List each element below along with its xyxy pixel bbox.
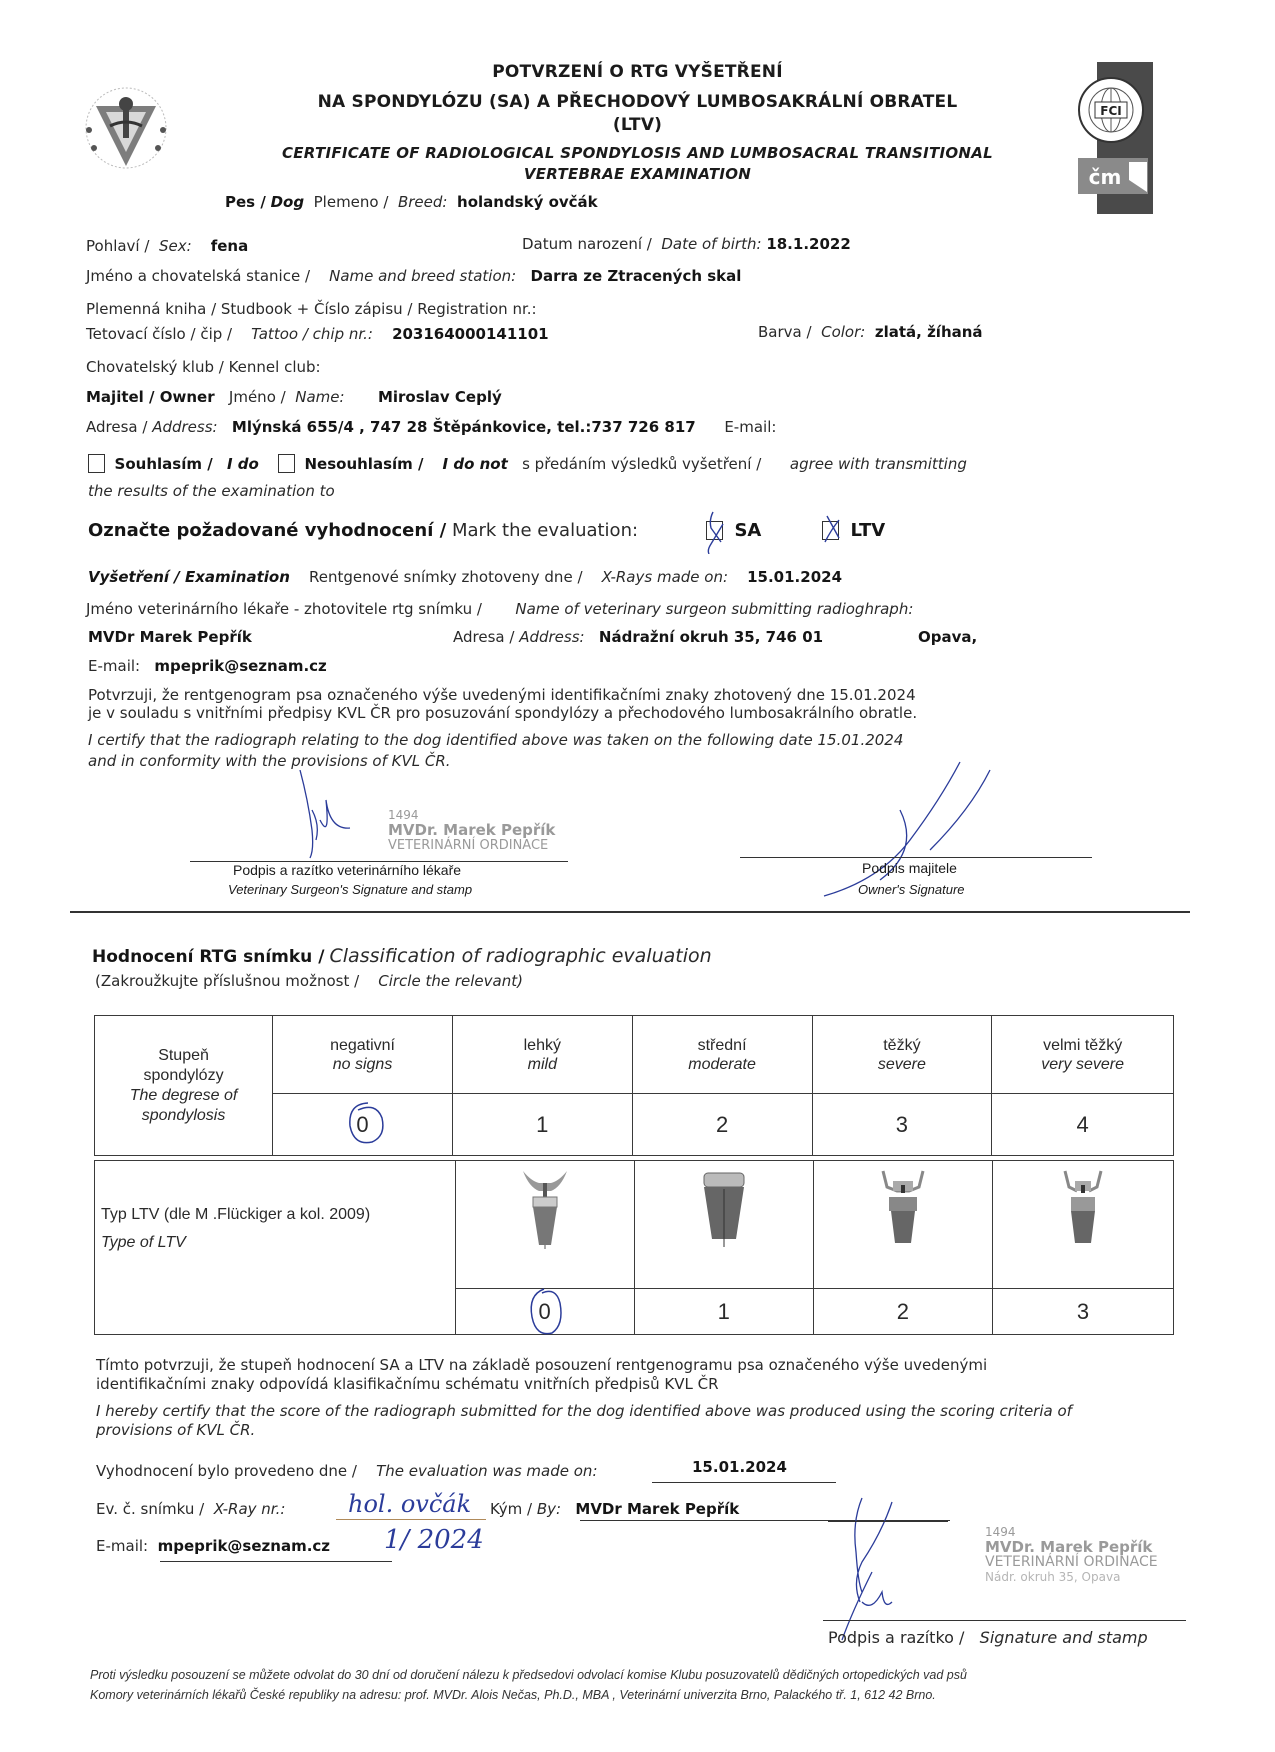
owner-signature-scribble-icon [820,760,1000,900]
evaluation-date-row [96,1462,598,1480]
dog-name-value: Darra ze Ztracených skal [530,267,742,285]
by-label-cz: Kým / [490,1500,533,1518]
xray-nr-line [336,1519,486,1520]
studbook-label: Plemenná kniha / Studbook + Číslo zápisu / Registration nr.: [86,300,537,318]
vet-email-label: E-mail: [88,657,141,675]
owner-signature-line [740,857,1092,858]
stamp-address: Nádr. okruh 35, Opava [985,1570,1121,1584]
color-label-en: Color: [821,323,866,341]
eval-option-ltv[interactable] [822,520,885,541]
ltv-row-header [95,1161,456,1335]
signature-stamp-label-cz: Podpis a razítko / [828,1628,965,1647]
grade-en: no signs [332,1055,393,1073]
dog-name-label-cz: Jméno a chovatelská stanice / [86,267,311,285]
chip-label-cz: Tetovací číslo / čip / [86,325,233,343]
eval-email-row [96,1537,330,1555]
disagree-label-cz: Nesouhlasím / [304,455,424,473]
grade-en: very severe [1041,1055,1124,1073]
grade-cz: těžký [883,1036,921,1054]
ltv-row-header-en: Type of LTV [101,1234,186,1251]
circled-value [538,1299,550,1325]
eval-option-sa[interactable] [706,520,761,541]
dog-breed-row [225,193,598,211]
dob-row [522,235,851,253]
consent-text-en-2: the results of the examination to [88,482,335,500]
kennel-club-label: Chovatelský klub / Kennel club: [86,358,321,376]
stamp-number: 1494 [388,808,419,822]
final-cert-en-line2: provisions of KVL ČR. [96,1421,256,1439]
evaluation-date-value: 15.01.2024 [692,1458,787,1476]
mark-evaluation-label-cz: Označte požadované vyhodnocení / [88,520,447,541]
pen-circle-icon [524,1287,568,1337]
certification-en-line2: and in conformity with the provisions of KVL ČR. [88,752,451,770]
sa-grade-header-3 [812,1016,992,1094]
by-row [490,1500,739,1518]
final-cert-en-line1: I hereby certify that the score of the radiograph submitted for the dog identified above was produced using the scoring criteria of [96,1402,1072,1420]
logo-fci-cmku [1073,62,1153,214]
sa-grade-value-4[interactable]: 4 [992,1094,1174,1156]
footer-line1: Proti výsledku posouzení se můžete odvolat do 30 dní od doručení nálezu k předsedovi odvolací komise Klubu posuzovatelů dědičných ortopedických vad psů [90,1668,967,1682]
grade-value: 0 [356,1111,369,1137]
dog-label-cz: Pes / [225,193,266,211]
ltv-type-0-vertebra-icon [515,1169,575,1249]
owner-email-label: E-mail: [724,418,777,436]
xray-nr-label-en: X-Ray nr.: [213,1500,286,1518]
ltv-type-table [94,1160,1174,1335]
ltv-type-0-image [455,1161,634,1289]
examination-row [88,568,842,586]
sex-row [86,237,248,255]
final-cert-cz-line2: identifikačními znaky odpovídá klasifikačnímu schématu vnitřních předpisů KVL ČR [96,1375,719,1393]
classification-title-en: Classification of radiographic evaluation [329,945,712,967]
sa-label: SA [734,520,762,541]
disagree-label-en: I do not [442,455,508,473]
classification-subtitle-cz: (Zakroužkujte příslušnou možnost / [95,972,360,990]
ltv-type-1-image [634,1161,813,1289]
agree-checkbox[interactable] [88,454,105,473]
ltv-type-2-image [813,1161,992,1289]
sa-checkbox[interactable] [706,521,723,540]
section-divider [70,911,1190,913]
title-cz-line2: NA SPONDYLÓZU (SA) A PŘECHODOVÝ LUMBOSAKRÁLNÍ OBRATEL [317,92,958,112]
circled-value [356,1112,368,1138]
by-label-en: By: [536,1500,562,1518]
consent-text-cz: s předáním výsledků vyšetření / [522,455,762,473]
classification-subtitle-row [95,972,523,990]
final-cert-cz-line1: Tímto potvrzuji, že stupeň hodnocení SA a LTV na základě posouzení rentgenogramu psa označeného výše uvedenými [96,1356,988,1374]
sa-grade-value-0[interactable] [273,1094,453,1156]
sa-row-header-en-1: The degrese of [129,1086,238,1104]
by-value: MVDr Marek Pepřík [575,1500,740,1518]
evaluation-date-label-en: The evaluation was made on: [376,1462,598,1480]
classification-title-row [92,945,712,967]
sa-row-header-en-2: spondylosis [141,1106,226,1124]
xray-nr-handwritten-2: 1/ 2024 [384,1525,484,1555]
owner-signature-label-cz: Podpis majitele [862,860,957,876]
stamp-vet-name: MVDr. Marek Pepřík [388,821,556,839]
pen-cross-mark-icon [817,510,847,550]
spondylosis-grade-table [94,1015,1174,1156]
eval-email-value: mpeprik@seznam.cz [157,1537,331,1555]
disagree-checkbox[interactable] [278,454,295,473]
color-value: zlatá, žíhaná [874,323,983,341]
sa-row-header [95,1016,273,1156]
owner-row [86,388,502,406]
stamp-clinic: VETERINÁRNÍ ORDINACE [985,1554,1158,1570]
vet-address-label-en: Address: [519,628,585,646]
footer-line2: Komory veterinárních lékařů České republiky na adresu: prof. MVDr. Alois Nečas, Ph.D., MBA , Veterinární univerzita Brno, Palackého tř. 1, 612 42 Brno. [90,1688,936,1702]
sa-grade-value-2[interactable]: 2 [632,1094,812,1156]
agree-label-en: I do [227,455,259,473]
owner-address-label-cz: Adresa / [86,418,148,436]
ltv-type-value-2[interactable]: 2 [813,1289,992,1335]
vet-name-value: MVDr Marek Pepřík [88,628,252,646]
vet-address-row [453,628,823,646]
dob-value: 18.1.2022 [766,235,851,253]
classification-title-cz: Hodnocení RTG snímku / [92,947,325,967]
xray-date-value: 15.01.2024 [747,568,843,586]
signature-stamp-row [828,1628,1148,1647]
dob-label-en: Date of birth: [661,235,762,253]
grade-en: severe [877,1055,926,1073]
chip-value: 203164000141101 [392,325,549,343]
owner-name-value: Miroslav Ceplý [377,388,502,406]
consent-row [88,454,967,473]
ltv-row-header-cz: Typ LTV (dle M .Flückiger a kol. 2009) [101,1206,371,1223]
stamp-clinic: VETERINÁRNÍ ORDINACE [388,838,549,853]
stamp-number: 1494 [985,1525,1016,1539]
signature-top-line [828,1521,948,1522]
chip-row [86,325,549,343]
vet-city-value: Opava, [918,628,978,646]
ltv-type-value-0[interactable] [455,1289,634,1335]
owner-address-value: Mlýnská 655/4 , 747 28 Štěpánkovice, tel.:737 726 817 [231,418,696,436]
sex-label-en: Sex: [158,237,192,255]
owner-address-row [86,418,776,436]
sex-value: fena [210,237,249,255]
vet-name-label-cz: Jméno veterinárního lékaře - zhotovitele rtg snímku / [86,600,482,618]
fci-cmku-logo-icon [1073,62,1153,214]
certification-en-line1: I certify that the radiograph relating to the dog identified above was taken on the following date 15.01.2024 [88,731,904,749]
ltv-type-1-vertebra-icon [694,1169,754,1249]
breed-label-cz: Plemeno / [313,193,389,211]
vet-email-row [88,657,327,675]
sex-label-cz: Pohlaví / [86,237,150,255]
title-en-line1: CERTIFICATE OF RADIOLOGICAL SPONDYLOSIS AND LUMBOSACRAL TRANSITIONAL [281,144,994,162]
owner-name-label-cz: Jméno / [228,388,286,406]
owner-name-label-en: Name: [295,388,345,406]
signature-stamp-label-en: Signature and stamp [979,1628,1148,1647]
ltv-type-3-vertebra-icon [1053,1169,1113,1249]
xray-nr-label-cz: Ev. č. snímku / [96,1500,205,1518]
vet-signature-label-en: Veterinary Surgeon's Signature and stamp [228,882,473,897]
vet-stamp-bottom [985,1525,1158,1585]
vet-signature-label-cz: Podpis a razítko veterinárního lékaře [233,862,462,878]
grade-en: mild [527,1055,557,1073]
classification-subtitle-en: Circle the relevant) [378,972,523,990]
eval-email-label: E-mail: [96,1537,149,1555]
ltv-type-2-vertebra-icon [873,1169,933,1249]
owner-label: Majitel / Owner [86,388,215,406]
title-cz-line3: (LTV) [612,115,663,135]
sa-grade-value-3[interactable]: 3 [812,1094,992,1156]
dog-label-en: Dog [270,193,305,211]
grade-en: moderate [688,1055,756,1073]
color-row [758,323,983,341]
breed-label-en: Breed: [397,193,448,211]
vet-name-label-en: Name of veterinary surgeon submitting radioghraph: [515,600,914,618]
dob-label-cz: Datum narození / [522,235,652,253]
pen-circle-icon [342,1100,388,1148]
xray-date-label-en: X-Rays made on: [601,568,729,586]
title-en-line2: VERTEBRAE EXAMINATION [523,165,752,183]
xray-date-label-cz: Rentgenové snímky zhotoveny dne / [308,568,583,586]
examination-label: Vyšetření / Examination [88,568,290,586]
sa-row-header-cz-2: spondylózy [143,1066,224,1084]
svg-text:čm: čm [1088,165,1122,189]
grade-cz: negativní [330,1036,395,1054]
owner-signature-label-en: Owner's Signature [858,882,965,897]
mark-evaluation-row [88,520,638,541]
certification-cz-line1: Potvrzuji, že rentgenogram psa označeného výše uvedenými identifikačními znaky zhotovený dne 15.01.2024 [88,686,916,704]
owner-address-label-en: Address: [152,418,218,436]
sa-grade-header-1 [452,1016,632,1094]
vet-address-label-cz: Adresa / [453,628,515,646]
xray-nr-handwritten-1: hol. ovčák [348,1490,472,1518]
certification-cz-line2: je v souladu s vnitřními předpisy KVL ČR pro posuzování spondylózy a přechodového lumbosakrálního obratle. [88,704,918,722]
stamp-vet-name: MVDr. Marek Pepřík [985,1538,1153,1556]
grade-cz: lehký [523,1036,561,1054]
vet-signature-scribble-icon [290,770,370,860]
svg-text:FCI: FCI [1100,104,1122,118]
chip-label-en: Tattoo / chip nr.: [251,325,373,343]
type-value: 0 [538,1298,551,1324]
evaluation-date-label-cz: Vyhodnocení bylo provedeno dne / [96,1462,357,1480]
breed-value: holandský ovčák [457,193,598,211]
sa-grade-header-2 [632,1016,812,1094]
vet-email-value: mpeprik@seznam.cz [154,657,327,675]
xray-nr-row [96,1500,285,1518]
ltv-type-3-image [992,1161,1173,1289]
signature-stamp-line [823,1620,1186,1621]
sa-grade-value-1[interactable]: 1 [452,1094,632,1156]
dog-name-label-en: Name and breed station: [329,267,517,285]
consent-text-en-1: agree with transmitting [789,455,967,473]
ltv-checkbox[interactable] [822,521,839,540]
vet-address-value: Nádražní okruh 35, 746 01 [598,628,824,646]
agree-label-cz: Souhlasím / [114,455,213,473]
color-label-cz: Barva / [758,323,812,341]
sa-grade-header-4 [992,1016,1174,1094]
evaluation-date-line [652,1482,836,1483]
vet-stamp-top [388,808,555,853]
pen-cross-mark-icon [701,510,731,554]
grade-cz: střední [697,1036,747,1054]
grade-cz: velmi těžký [1043,1036,1123,1054]
eval-email-line [160,1561,392,1562]
vet-name-label-row [86,600,913,618]
mark-evaluation-label-en: Mark the evaluation: [451,520,639,541]
sa-row-header-cz-1: Stupeň [158,1046,209,1064]
sa-grade-header-0 [273,1016,453,1094]
dog-name-row [86,267,741,285]
title-cz-line1: POTVRZENÍ O RTG VYŠETŘENÍ [492,62,783,82]
ltv-type-value-1[interactable]: 1 [634,1289,813,1335]
ltv-label: LTV [850,520,886,541]
ltv-type-value-3[interactable]: 3 [992,1289,1173,1335]
